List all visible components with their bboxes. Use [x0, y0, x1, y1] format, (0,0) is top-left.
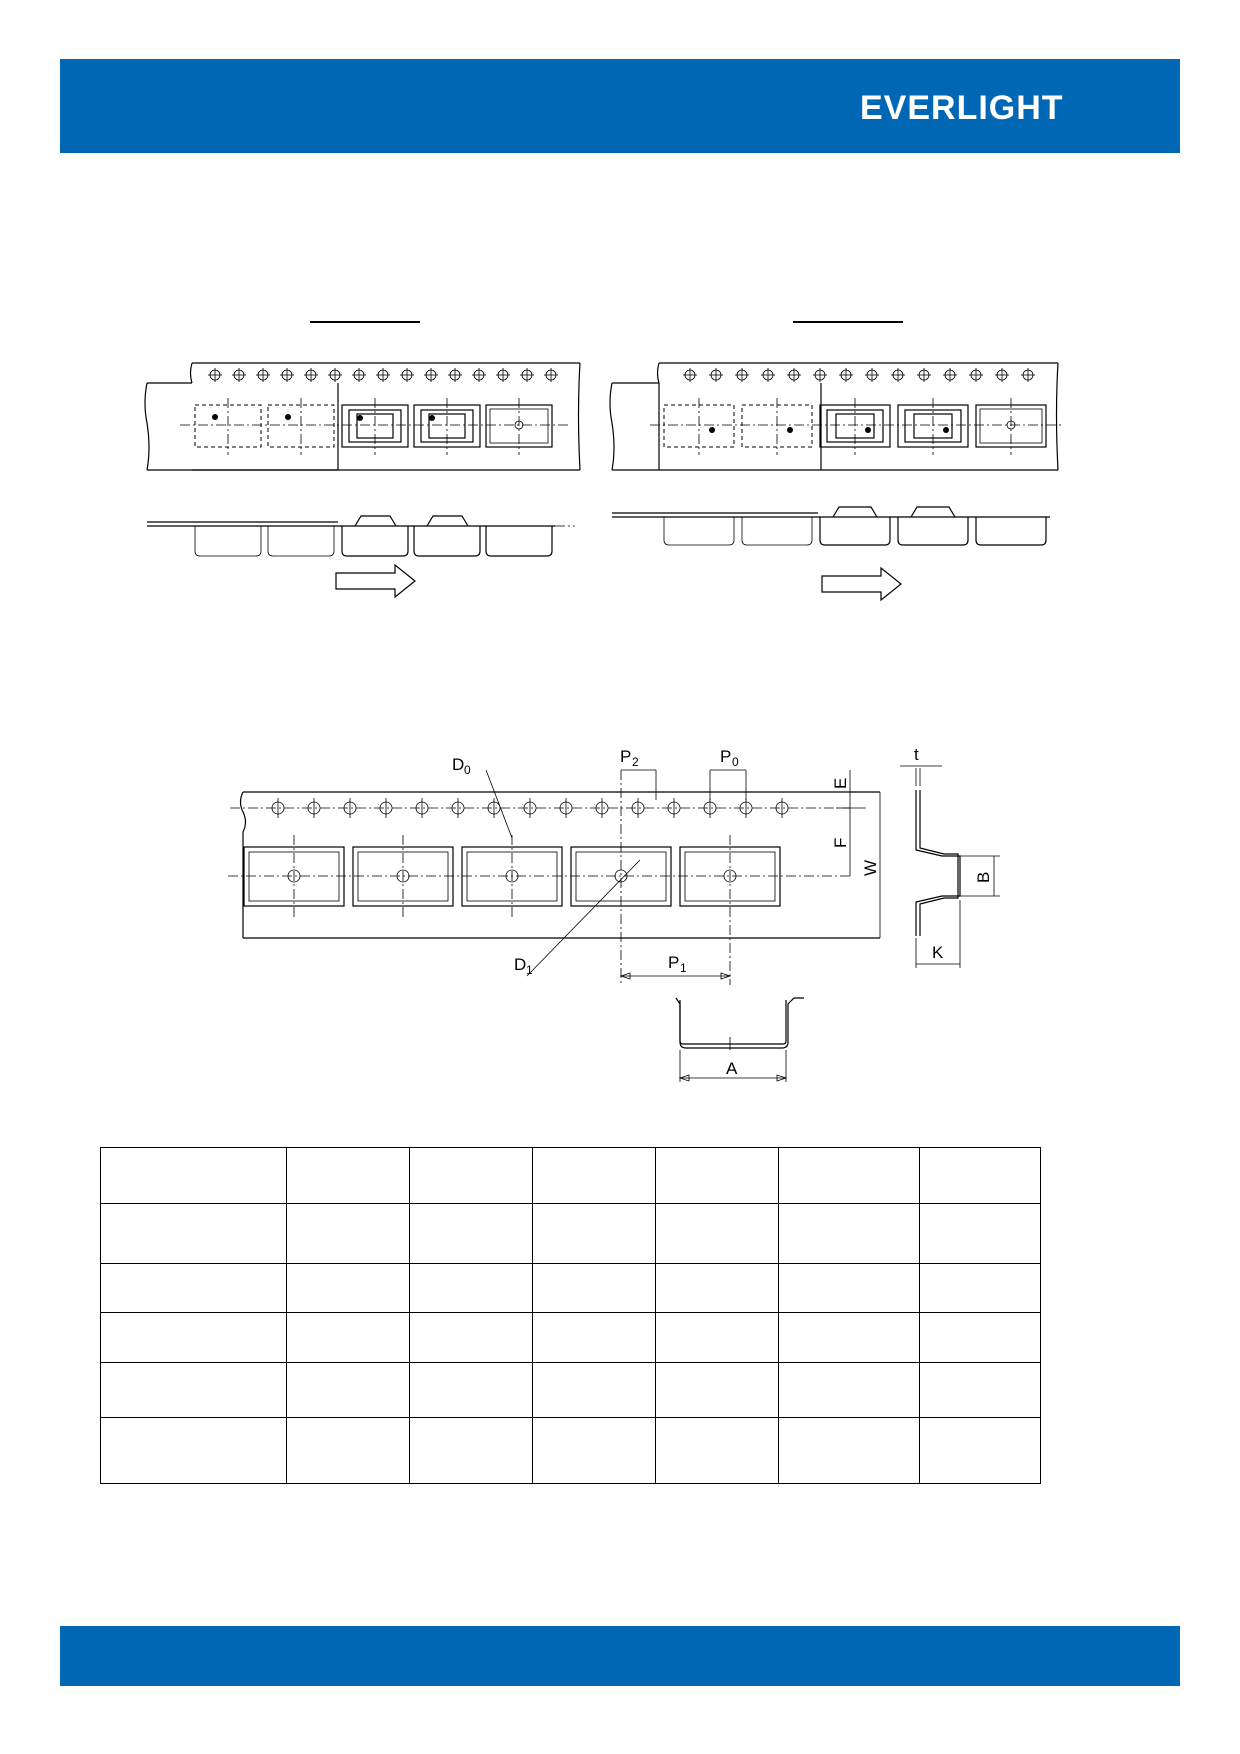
- right-tape-side-view: [612, 507, 1050, 545]
- table-cell: [533, 1148, 656, 1204]
- table-cell: [101, 1363, 287, 1418]
- table-cell: [101, 1418, 287, 1484]
- d0-label-sub: 0: [464, 763, 471, 777]
- table-row: [101, 1148, 1041, 1204]
- table-cell: [410, 1148, 533, 1204]
- table-cell: [656, 1418, 779, 1484]
- table-cell: [533, 1418, 656, 1484]
- d1-label: D: [514, 955, 527, 974]
- table-cell: [287, 1418, 410, 1484]
- table-cell: [410, 1313, 533, 1363]
- table-cell: [287, 1148, 410, 1204]
- table-row: [101, 1204, 1041, 1264]
- table-cell: [656, 1204, 779, 1264]
- table-cell: [101, 1148, 287, 1204]
- table-cell: [920, 1313, 1041, 1363]
- table-cell: [287, 1204, 410, 1264]
- table-cell: [533, 1313, 656, 1363]
- table-cell: [779, 1313, 920, 1363]
- table-cell: [410, 1264, 533, 1313]
- b-label: B: [974, 871, 993, 883]
- table-cell: [779, 1363, 920, 1418]
- table-cell: [920, 1418, 1041, 1484]
- table-cell: [287, 1363, 410, 1418]
- table-cell: [533, 1204, 656, 1264]
- right-tape-top-view: [610, 363, 1062, 470]
- table-cell: [656, 1264, 779, 1313]
- a-label: A: [726, 1059, 738, 1078]
- table-cell: [410, 1204, 533, 1264]
- p1-label: P: [668, 953, 680, 972]
- table-cell: [287, 1264, 410, 1313]
- table-cell: [656, 1363, 779, 1418]
- k-label: K: [932, 943, 944, 962]
- table-cell: [779, 1204, 920, 1264]
- p0-label-sub: 0: [732, 755, 739, 769]
- p2-label: P: [620, 747, 632, 766]
- table-cell: [410, 1363, 533, 1418]
- p0-label: P: [720, 747, 732, 766]
- table-cell: [779, 1264, 920, 1313]
- tape-dimension-table: [100, 1147, 1041, 1484]
- right-feed-direction-arrow: [822, 568, 901, 600]
- tape-dimension-top-view: [228, 770, 880, 985]
- table-row: [101, 1418, 1041, 1484]
- table-cell: [101, 1204, 287, 1264]
- table-cell: [920, 1148, 1041, 1204]
- w-label: W: [861, 859, 880, 876]
- table-cell: [101, 1264, 287, 1313]
- table-row: [101, 1264, 1041, 1313]
- left-tape-side-view: [147, 516, 575, 556]
- table-row: [101, 1313, 1041, 1363]
- table-cell: [920, 1264, 1041, 1313]
- table-cell: [656, 1148, 779, 1204]
- table-cell: [101, 1313, 287, 1363]
- p1-label-sub: 1: [680, 961, 687, 975]
- table-cell: [920, 1204, 1041, 1264]
- table-row: [101, 1363, 1041, 1418]
- brand-text: EVERLIGHT: [860, 89, 1064, 123]
- footer-band: [60, 1626, 1180, 1686]
- table-cell: [920, 1363, 1041, 1418]
- table-cell: [779, 1418, 920, 1484]
- table-cell: [533, 1264, 656, 1313]
- table-cell: [410, 1418, 533, 1484]
- e-label: E: [831, 777, 850, 789]
- table-cell: [779, 1148, 920, 1204]
- left-feed-direction-arrow: [336, 565, 415, 597]
- left-tape-top-view: [145, 363, 580, 470]
- t-label: t: [914, 745, 919, 764]
- d0-label: D: [452, 755, 465, 774]
- table-cell: [656, 1313, 779, 1363]
- table-cell: [533, 1363, 656, 1418]
- p2-label-sub: 2: [632, 755, 639, 769]
- f-label: F: [831, 837, 850, 848]
- tape-side-section: [900, 766, 1000, 968]
- table-cell: [287, 1313, 410, 1363]
- d1-label-sub: 1: [526, 963, 533, 977]
- pocket-cross-section: [676, 998, 804, 1082]
